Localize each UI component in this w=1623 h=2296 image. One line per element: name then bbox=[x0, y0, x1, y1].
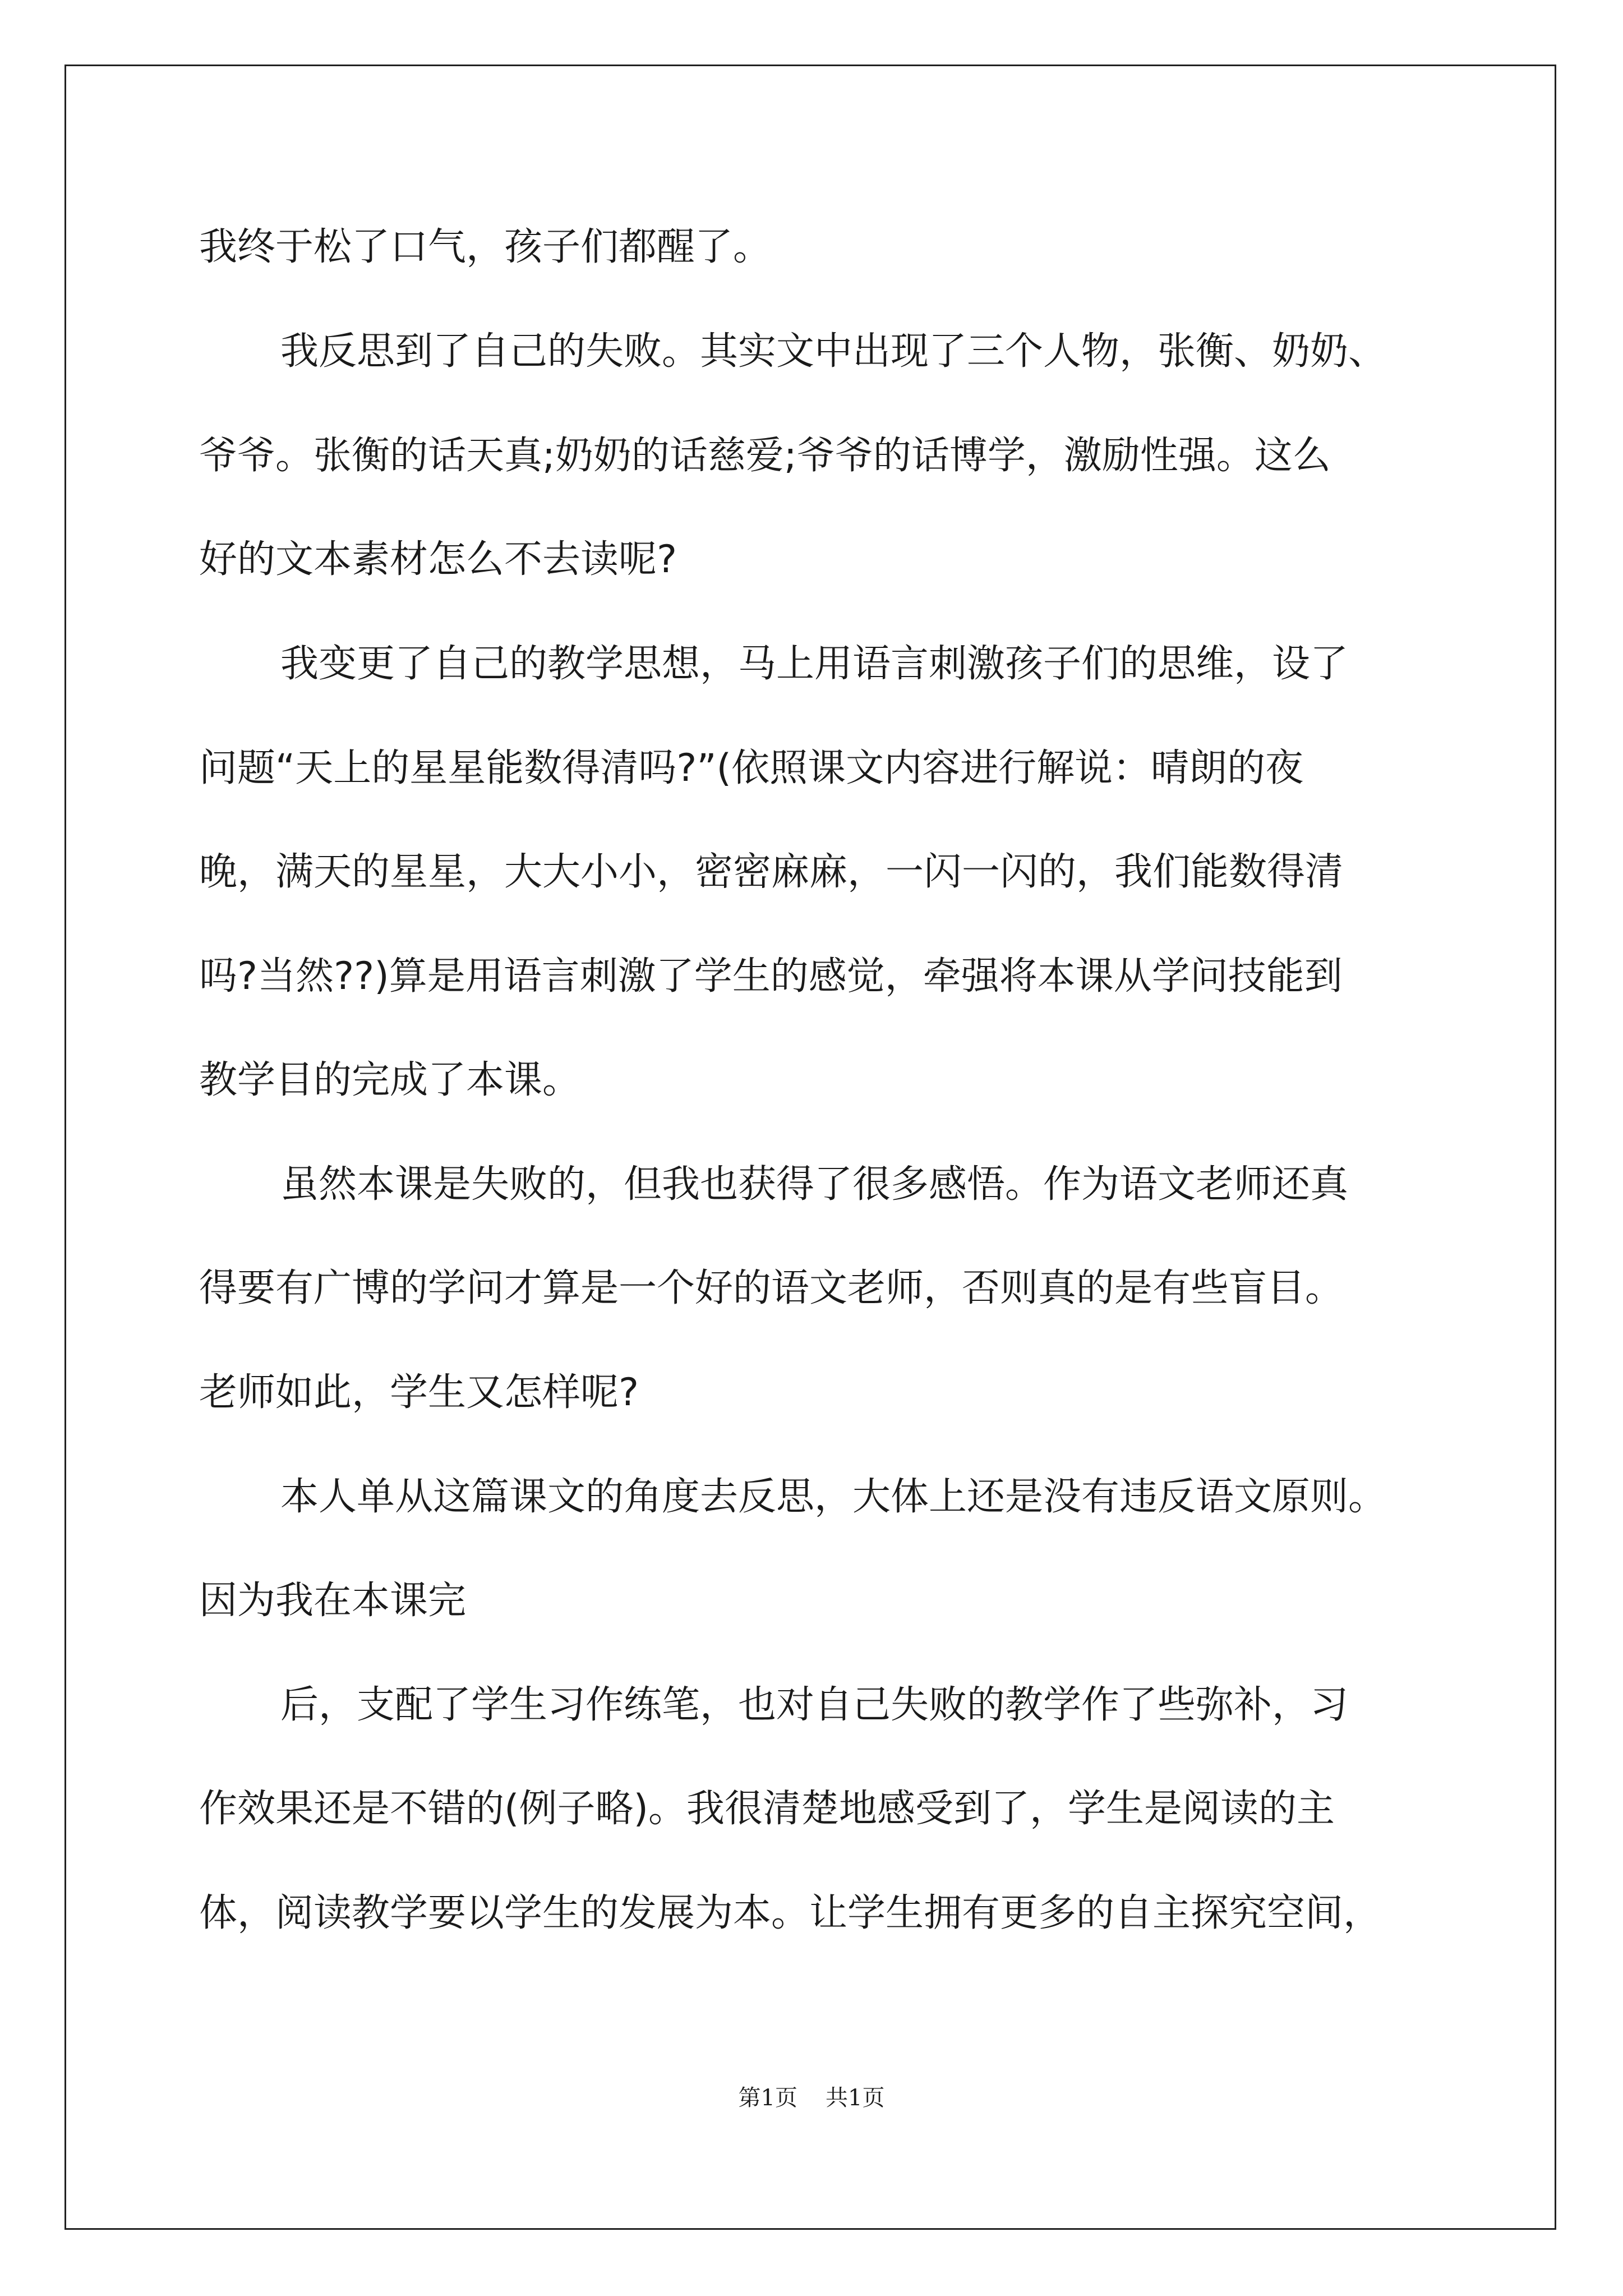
text-line: 教学目的完成了本课。 bbox=[199, 1058, 581, 1102]
text-line: 吗?当然??)算是用语言刺激了学生的感觉，牵强将本课从学问技能到 bbox=[199, 954, 1343, 999]
text-line: 我终于松了口气，孩子们都醒了。 bbox=[199, 225, 772, 269]
page-footer bbox=[0, 2082, 1623, 2114]
text-line: 我反思到了自己的失败。其实文中出现了三个人物，张衡、奶奶、 bbox=[280, 329, 1387, 374]
page-total: 共1页 bbox=[826, 2085, 885, 2111]
page-number: 第1页 bbox=[738, 2085, 797, 2111]
text-line: 好的文本素材怎么不去读呢? bbox=[199, 537, 677, 582]
text-line: 我变更了自己的教学思想，马上用语言刺激孩子们的思维，设了 bbox=[280, 642, 1349, 686]
text-line: 后，支配了学生习作练笔，也对自己失败的教学作了些弥补，习 bbox=[280, 1683, 1349, 1727]
text-line: 体，阅读教学要以学生的发展为本。让学生拥有更多的自主探究空间， bbox=[199, 1891, 1382, 1935]
text-line: 老师如此，学生又怎样呢? bbox=[199, 1370, 639, 1415]
text-line: 得要有广博的学问才算是一个好的语文老师，否则真的是有些盲目。 bbox=[199, 1266, 1344, 1310]
text-line: 虽然本课是失败的，但我也获得了很多感悟。作为语文老师还真 bbox=[280, 1162, 1349, 1207]
text-line: 问题“天上的星星能数得清吗?”(依照课文内容进行解说：晴朗的夜 bbox=[199, 746, 1304, 790]
text-line: 本人单从这篇课文的角度去反思，大体上还是没有违反语文原则。 bbox=[280, 1475, 1387, 1519]
text-line: 晚，满天的星星，大大小小，密密麻麻，一闪一闪的，我们能数得清 bbox=[199, 850, 1344, 894]
text-line: 作效果还是不错的(例子略)。我很清楚地感受到了，学生是阅读的主 bbox=[199, 1787, 1335, 1831]
text-line: 爷爷。张衡的话天真;奶奶的话慈爱;爷爷的话博学，激励性强。这么 bbox=[199, 434, 1331, 478]
text-line: 因为我在本课完 bbox=[199, 1579, 467, 1623]
